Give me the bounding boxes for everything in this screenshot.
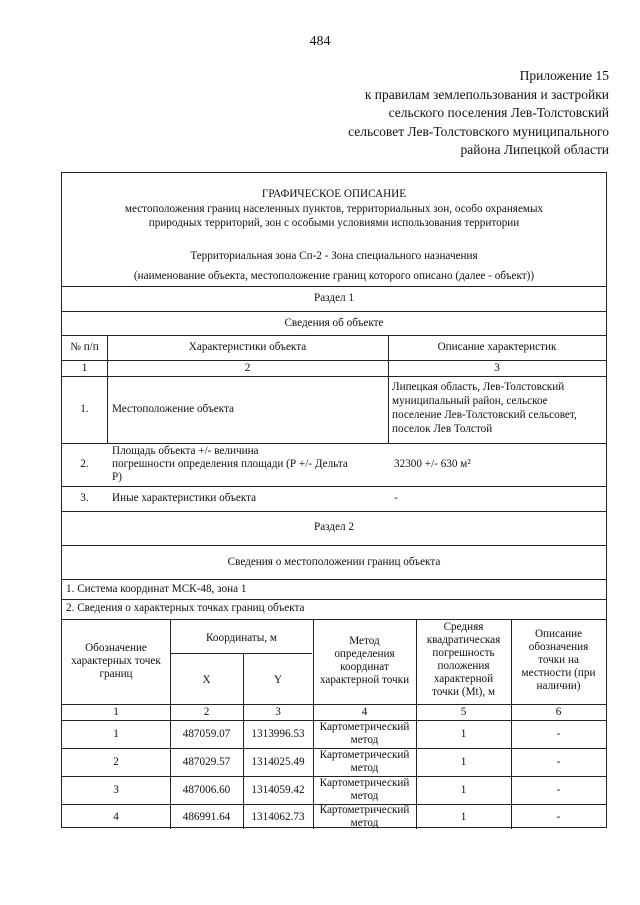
row-divider bbox=[170, 653, 312, 654]
row-divider bbox=[62, 511, 606, 512]
page-number: 484 bbox=[309, 34, 331, 49]
appendix-line: к правилам землепользования и застройки bbox=[364, 86, 609, 102]
zone-name: Территориальная зона Сп-2 - Зона специального назначения bbox=[190, 250, 478, 262]
s1-colnum: 1 bbox=[81, 362, 88, 374]
section2-title: Раздел 2 bbox=[313, 521, 355, 533]
header-text: координат bbox=[340, 661, 389, 673]
point-y: 1314025.49 bbox=[251, 756, 305, 768]
row-divider bbox=[62, 286, 606, 287]
s1-row1-desc: поселение Лев-Толстовский сельсовет, bbox=[392, 409, 577, 421]
header-text: положения bbox=[437, 660, 490, 672]
s1-header-char: Характеристики объекта bbox=[188, 341, 307, 353]
s1-row1-num: 1. bbox=[80, 403, 89, 415]
point-rms: 1 bbox=[460, 811, 467, 823]
s2-colnum: 3 bbox=[275, 706, 281, 718]
header-text: погрешность bbox=[432, 647, 495, 659]
s1-row2-char: Площадь объекта +/- величина bbox=[112, 445, 259, 457]
s1-row1-desc: Липецкая область, Лев-Толстовский bbox=[392, 381, 565, 393]
s1-row3-desc: - bbox=[394, 492, 398, 504]
point-id: 2 bbox=[113, 756, 119, 768]
header-description bbox=[511, 628, 606, 693]
s1-row3-num: 3. bbox=[80, 492, 89, 504]
row-divider bbox=[62, 360, 606, 361]
header-text: Метод bbox=[349, 635, 380, 647]
header-text: точки на bbox=[538, 654, 579, 666]
row-divider bbox=[62, 619, 606, 620]
point-y: 1313996.53 bbox=[251, 728, 305, 740]
header-text: характерной точки bbox=[319, 674, 410, 686]
s2-colnum: 6 bbox=[555, 706, 562, 718]
doc-subtitle: природных территорий, зон с особыми условиями использования территории bbox=[148, 217, 520, 229]
s2-colnum: 2 bbox=[203, 706, 210, 718]
row-divider bbox=[62, 311, 606, 312]
header-text: определения bbox=[334, 648, 395, 660]
row-divider bbox=[62, 443, 606, 444]
point-method: Картометрический метод bbox=[319, 777, 410, 802]
point-rms: 1 bbox=[460, 784, 467, 796]
header-text: Описание bbox=[534, 628, 583, 640]
header-text: границ bbox=[99, 668, 133, 680]
point-rms: 1 bbox=[460, 756, 467, 768]
s2-colnum: 1 bbox=[113, 706, 119, 718]
object-note: (наименование объекта, местоположение границ которого описано (далее - объект)) bbox=[133, 270, 535, 282]
row-divider bbox=[62, 704, 606, 705]
header-text: обозначения bbox=[528, 641, 589, 653]
point-method: Картометрический метод bbox=[319, 721, 410, 746]
header-y: Y bbox=[273, 674, 283, 686]
s1-row1-desc: поселок Лев Толстой bbox=[392, 423, 493, 435]
s1-row2-num: 2. bbox=[80, 458, 89, 470]
appendix-line: сельсовет Лев-Толстовского муниципального bbox=[348, 123, 609, 139]
header-method bbox=[313, 635, 416, 687]
s2-colnum: 5 bbox=[460, 706, 467, 718]
row-divider bbox=[62, 545, 606, 546]
appendix-block bbox=[348, 67, 609, 160]
header-designation bbox=[62, 642, 170, 681]
point-x: 487006.60 bbox=[182, 784, 231, 796]
s1-row3-char: Иные характеристики объекта bbox=[112, 492, 257, 504]
header-text: наличии) bbox=[536, 680, 581, 692]
point-y: 1314059.42 bbox=[251, 784, 305, 796]
appendix-line: района Липецкой области bbox=[460, 142, 609, 158]
s1-header-desc: Описание характеристик bbox=[437, 341, 557, 353]
s1-row1-desc: муниципальный район, сельское bbox=[392, 395, 548, 407]
section2-subtitle: Сведения о местоположении границ объекта bbox=[227, 556, 441, 568]
column-divider bbox=[170, 619, 171, 829]
header-rms bbox=[416, 621, 511, 699]
point-desc: - bbox=[556, 784, 561, 796]
point-x: 487029.57 bbox=[182, 756, 231, 768]
point-id: 1 bbox=[113, 728, 119, 740]
s1-row2-char: Р) bbox=[112, 471, 122, 483]
header-text: характерной bbox=[433, 673, 494, 685]
row-divider bbox=[62, 486, 606, 487]
header-text: Средняя bbox=[443, 621, 484, 633]
doc-title: ГРАФИЧЕСКОЕ ОПИСАНИЕ bbox=[261, 188, 407, 200]
row-divider bbox=[62, 376, 606, 377]
document-frame bbox=[61, 172, 607, 828]
s1-row1-char: Местоположение объекта bbox=[112, 403, 234, 415]
coord-system: 1. Система координат МСК-48, зона 1 bbox=[66, 583, 247, 595]
appendix-line: Приложение 15 bbox=[519, 68, 609, 83]
header-text: Обозначение bbox=[85, 642, 147, 654]
point-desc: - bbox=[556, 811, 561, 823]
section1-title: Раздел 1 bbox=[313, 292, 355, 304]
row-divider bbox=[62, 335, 606, 336]
s2-colnum: 4 bbox=[361, 706, 368, 718]
point-method: Картометрический метод bbox=[319, 749, 410, 774]
point-desc: - bbox=[556, 728, 561, 740]
appendix-line: сельского поселения Лев-Толстовский bbox=[388, 105, 609, 121]
row-divider bbox=[62, 579, 606, 580]
doc-subtitle: местоположения границ населенных пунктов, территориальных зон, особо охраняемых bbox=[124, 203, 544, 215]
point-id: 3 bbox=[113, 784, 119, 796]
header-coords: Координаты, м bbox=[206, 632, 277, 644]
point-rms: 1 bbox=[460, 728, 467, 740]
s1-row2-desc: 32300 +/- 630 м² bbox=[394, 458, 471, 470]
point-x: 487059.07 bbox=[182, 728, 231, 740]
header-text: местности (при bbox=[521, 667, 596, 679]
point-desc: - bbox=[556, 756, 561, 768]
point-id: 4 bbox=[113, 811, 119, 823]
s1-colnum: 3 bbox=[494, 362, 500, 374]
row-divider bbox=[62, 599, 606, 600]
points-caption: 2. Сведения о характерных точках границ объекта bbox=[66, 602, 305, 614]
header-text: характерных точек bbox=[71, 655, 161, 667]
header-text: квадратическая bbox=[426, 634, 501, 646]
header-text: точки (Mt), м bbox=[431, 686, 496, 698]
s1-row2-char: погрешности определения площади (Р +/- Дельта bbox=[112, 458, 348, 470]
point-method: Картометрический метод bbox=[319, 804, 410, 829]
s1-header-num: № п/п bbox=[70, 341, 99, 353]
header-x: X bbox=[202, 674, 211, 686]
point-y: 1314062.73 bbox=[251, 811, 305, 823]
point-x: 486991.64 bbox=[182, 811, 231, 823]
s1-colnum: 2 bbox=[244, 362, 251, 374]
section1-subtitle: Сведения об объекте bbox=[284, 317, 384, 329]
